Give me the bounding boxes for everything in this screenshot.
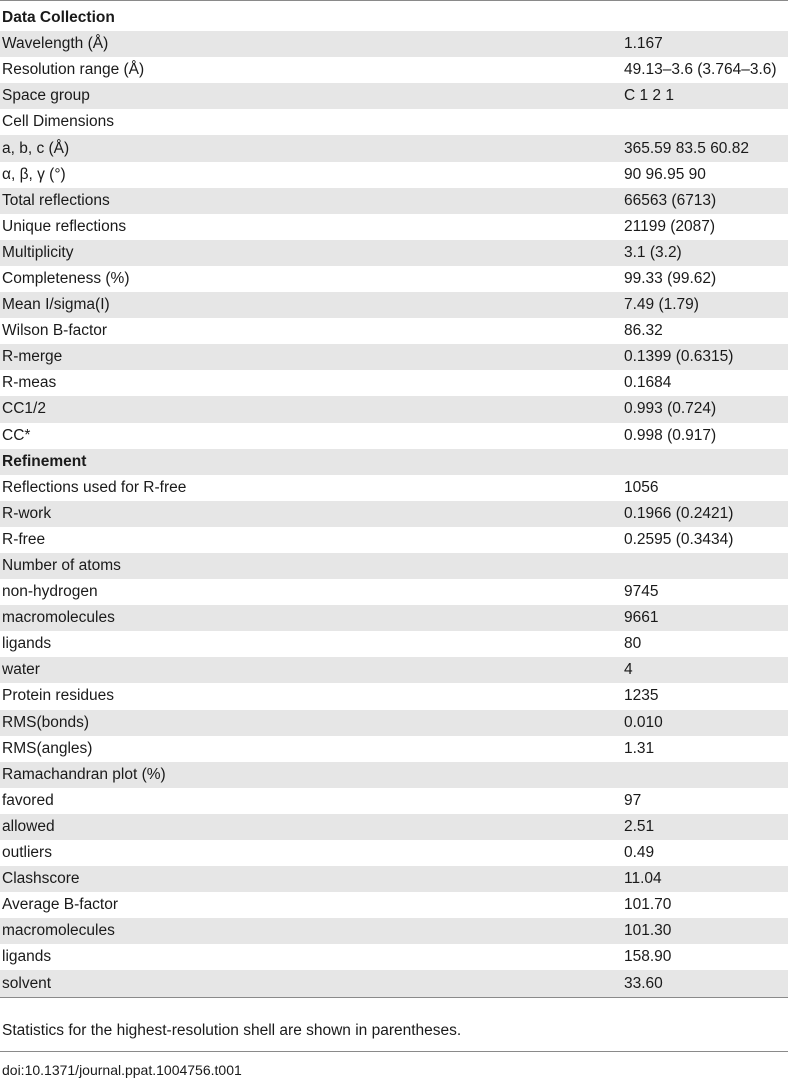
table-row xyxy=(0,83,788,109)
table-row xyxy=(0,918,788,944)
row-value: 0.1684 xyxy=(624,374,672,392)
row-label: Average B-factor xyxy=(2,896,119,914)
table-row xyxy=(0,762,788,788)
row-value: 1.31 xyxy=(624,739,655,757)
row-value: 2.51 xyxy=(624,814,788,840)
row-label: ligands xyxy=(2,635,52,653)
table-row xyxy=(0,553,788,579)
row-label: CC1/2 xyxy=(0,396,624,422)
row-value: 21199 (2087) xyxy=(624,217,716,235)
row-label: macromolecules xyxy=(0,605,624,631)
row-value: 1056 xyxy=(624,478,659,496)
row-label: a, b, c (Å) xyxy=(0,135,624,161)
row-value: 80 xyxy=(624,635,642,653)
row-label: Protein residues xyxy=(2,687,115,705)
row-label: R-free xyxy=(2,530,46,548)
table-row xyxy=(0,970,788,997)
row-value: 66563 (6713) xyxy=(624,188,788,214)
row-label: Wavelength (Å) xyxy=(0,31,624,57)
row-label: Refinement xyxy=(0,449,624,475)
row-label: α, β, γ (°) xyxy=(2,165,66,183)
table-row xyxy=(0,318,788,344)
table-row xyxy=(0,944,788,970)
row-value xyxy=(624,762,788,788)
row-value: 86.32 xyxy=(624,322,663,340)
row-label: Unique reflections xyxy=(2,217,127,235)
row-value: C 1 2 1 xyxy=(624,83,788,109)
table-row xyxy=(0,162,788,188)
table-row xyxy=(0,892,788,918)
row-label: Number of atoms xyxy=(0,553,624,579)
row-label: Ramachandran plot (%) xyxy=(0,762,624,788)
table-row xyxy=(0,475,788,501)
table-row xyxy=(0,266,788,292)
row-label: Total reflections xyxy=(0,188,624,214)
row-label: Data Collection xyxy=(2,9,115,27)
section-header-row xyxy=(0,5,788,31)
table-top-rule xyxy=(0,0,788,1)
row-value: 49.13–3.6 (3.764–3.6) xyxy=(624,61,777,79)
row-value: 0.998 (0.917) xyxy=(624,426,717,444)
row-value: 99.33 (99.62) xyxy=(624,269,717,287)
row-label: Resolution range (Å) xyxy=(2,61,145,79)
row-value: 7.49 (1.79) xyxy=(624,292,788,318)
table-row xyxy=(0,57,788,83)
row-label: R-merge xyxy=(0,344,624,370)
row-label: Completeness (%) xyxy=(2,269,130,287)
statistics-table xyxy=(0,5,788,998)
row-value: 365.59 83.5 60.82 xyxy=(624,135,788,161)
row-label: Reflections used for R-free xyxy=(2,478,187,496)
row-value: 1.167 xyxy=(624,31,788,57)
row-value: 33.60 xyxy=(624,970,788,997)
table-row xyxy=(0,292,788,318)
doi-link[interactable]: doi:10.1371/journal.ppat.1004756.t001 xyxy=(2,1062,242,1078)
row-value: 0.49 xyxy=(624,844,655,862)
row-value: 4 xyxy=(624,657,788,683)
row-label: water xyxy=(0,657,624,683)
table-row xyxy=(0,866,788,892)
row-value: 0.2595 (0.3434) xyxy=(624,530,734,548)
row-label: non-hydrogen xyxy=(2,583,98,601)
table-row xyxy=(0,188,788,214)
table-row xyxy=(0,240,788,266)
row-value: 90 96.95 90 xyxy=(624,165,706,183)
table-footnote: Statistics for the highest-resolution shell are shown in parentheses. xyxy=(2,1022,462,1039)
row-value: 158.90 xyxy=(624,948,672,966)
table-row xyxy=(0,683,788,709)
table-row xyxy=(0,788,788,814)
section-header-row xyxy=(0,449,788,475)
row-value: 9745 xyxy=(624,583,659,601)
row-label: Mean I/sigma(I) xyxy=(0,292,624,318)
table-row xyxy=(0,710,788,736)
row-value: 0.010 xyxy=(624,710,788,736)
statistics-table-body xyxy=(0,5,788,997)
row-label: RMS(angles) xyxy=(2,739,93,757)
row-value: 0.993 (0.724) xyxy=(624,396,788,422)
table-row xyxy=(0,396,788,422)
doi-rule xyxy=(0,1051,788,1052)
row-label: Clashscore xyxy=(0,866,624,892)
table-row xyxy=(0,370,788,396)
table-row xyxy=(0,840,788,866)
row-value: 3.1 (3.2) xyxy=(624,240,788,266)
row-value: 0.1966 (0.2421) xyxy=(624,501,788,527)
row-value: 101.30 xyxy=(624,918,788,944)
row-value: 0.1399 (0.6315) xyxy=(624,344,788,370)
row-value: 9661 xyxy=(624,605,788,631)
row-label: Cell Dimensions xyxy=(2,113,114,131)
table-row xyxy=(0,501,788,527)
row-label: solvent xyxy=(0,970,624,997)
table-row xyxy=(0,135,788,161)
table-row xyxy=(0,605,788,631)
row-label: R-meas xyxy=(2,374,57,392)
row-label: ligands xyxy=(2,948,52,966)
row-label: RMS(bonds) xyxy=(0,710,624,736)
table-row xyxy=(0,631,788,657)
row-label: R-work xyxy=(0,501,624,527)
table-row xyxy=(0,109,788,135)
row-label: CC* xyxy=(2,426,31,444)
table-row xyxy=(0,423,788,449)
row-value: 1235 xyxy=(624,687,659,705)
row-label: Wilson B-factor xyxy=(2,322,108,340)
table-row xyxy=(0,527,788,553)
table-row xyxy=(0,814,788,840)
row-label: outliers xyxy=(2,844,52,862)
table-row xyxy=(0,344,788,370)
row-value: 11.04 xyxy=(624,866,788,892)
row-label: allowed xyxy=(0,814,624,840)
row-label: Space group xyxy=(0,83,624,109)
row-value xyxy=(624,5,788,31)
table-row xyxy=(0,31,788,57)
row-label: favored xyxy=(2,791,54,809)
row-value xyxy=(624,449,788,475)
row-value: 101.70 xyxy=(624,896,672,914)
table-row xyxy=(0,579,788,605)
table-row xyxy=(0,736,788,762)
table-row xyxy=(0,214,788,240)
row-value: 97 xyxy=(624,791,642,809)
row-value xyxy=(624,553,788,579)
row-value xyxy=(624,109,788,135)
row-label: macromolecules xyxy=(0,918,624,944)
table-row xyxy=(0,657,788,683)
row-label: Multiplicity xyxy=(0,240,624,266)
